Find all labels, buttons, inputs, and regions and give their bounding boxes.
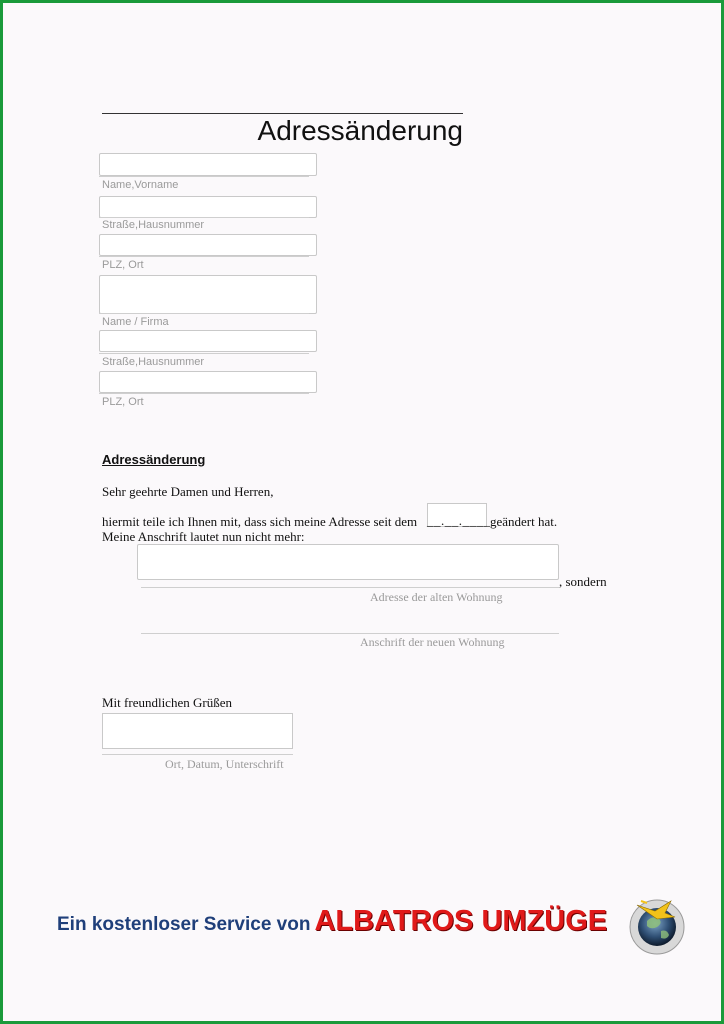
firma-strasse-label: Straße,Hausnummer bbox=[102, 356, 205, 368]
plz-ort-label: PLZ, Ort bbox=[102, 259, 144, 271]
firma-strasse-field[interactable] bbox=[99, 330, 317, 352]
plz-ort-line bbox=[99, 256, 309, 257]
strasse-label: Straße,Hausnummer bbox=[102, 219, 205, 231]
firma-label: Name / Firma bbox=[102, 316, 169, 328]
firma-strasse-line bbox=[99, 353, 309, 354]
footer-banner bbox=[57, 905, 607, 938]
name-vorname-line bbox=[99, 176, 309, 177]
firma-field[interactable] bbox=[99, 275, 317, 314]
letter-line1-after: geändert hat. bbox=[490, 514, 558, 529]
old-address-caption: Adresse der alten Wohnung bbox=[370, 590, 503, 604]
albatros-logo-icon bbox=[623, 889, 691, 959]
plz-ort-field[interactable] bbox=[99, 234, 317, 256]
new-address-caption: Anschrift der neuen Wohnung bbox=[360, 635, 505, 649]
firma-plz-ort-line bbox=[99, 393, 309, 394]
signature-line bbox=[102, 754, 293, 755]
signature-caption: Ort, Datum, Unterschrift bbox=[165, 757, 284, 771]
new-address-line[interactable] bbox=[141, 633, 559, 634]
date-placeholder: __.__.____ bbox=[427, 513, 491, 528]
old-address-field[interactable] bbox=[137, 544, 559, 580]
footer-brand: ALBATROS UMZÜGE bbox=[314, 905, 608, 937]
title-rule bbox=[102, 113, 463, 114]
firma-plz-ort-field[interactable] bbox=[99, 371, 317, 393]
firma-line bbox=[99, 313, 309, 314]
strasse-field[interactable] bbox=[99, 196, 317, 218]
letter-subject: Adressänderung bbox=[102, 452, 206, 467]
letter-line2: Meine Anschrift lautet nun nicht mehr: bbox=[102, 529, 305, 544]
footer-prefix: Ein kostenloser Service von bbox=[57, 914, 311, 935]
name-vorname-field[interactable] bbox=[99, 153, 317, 176]
strasse-line bbox=[99, 217, 309, 218]
letter-greeting: Sehr geehrte Damen und Herren, bbox=[102, 484, 274, 499]
document-title: Adressänderung bbox=[257, 115, 463, 146]
letter-closing: Mit freundlichen Grüßen bbox=[102, 695, 232, 710]
name-vorname-label: Name,Vorname bbox=[102, 179, 179, 191]
signature-field[interactable] bbox=[102, 713, 293, 749]
letter-line1-before: hiermit teile ich Ihnen mit, dass sich meine Adresse seit dem bbox=[102, 514, 418, 529]
sondern-text: , sondern bbox=[559, 574, 607, 589]
firma-plz-ort-label: PLZ, Ort bbox=[102, 396, 144, 408]
old-address-line bbox=[141, 587, 559, 588]
